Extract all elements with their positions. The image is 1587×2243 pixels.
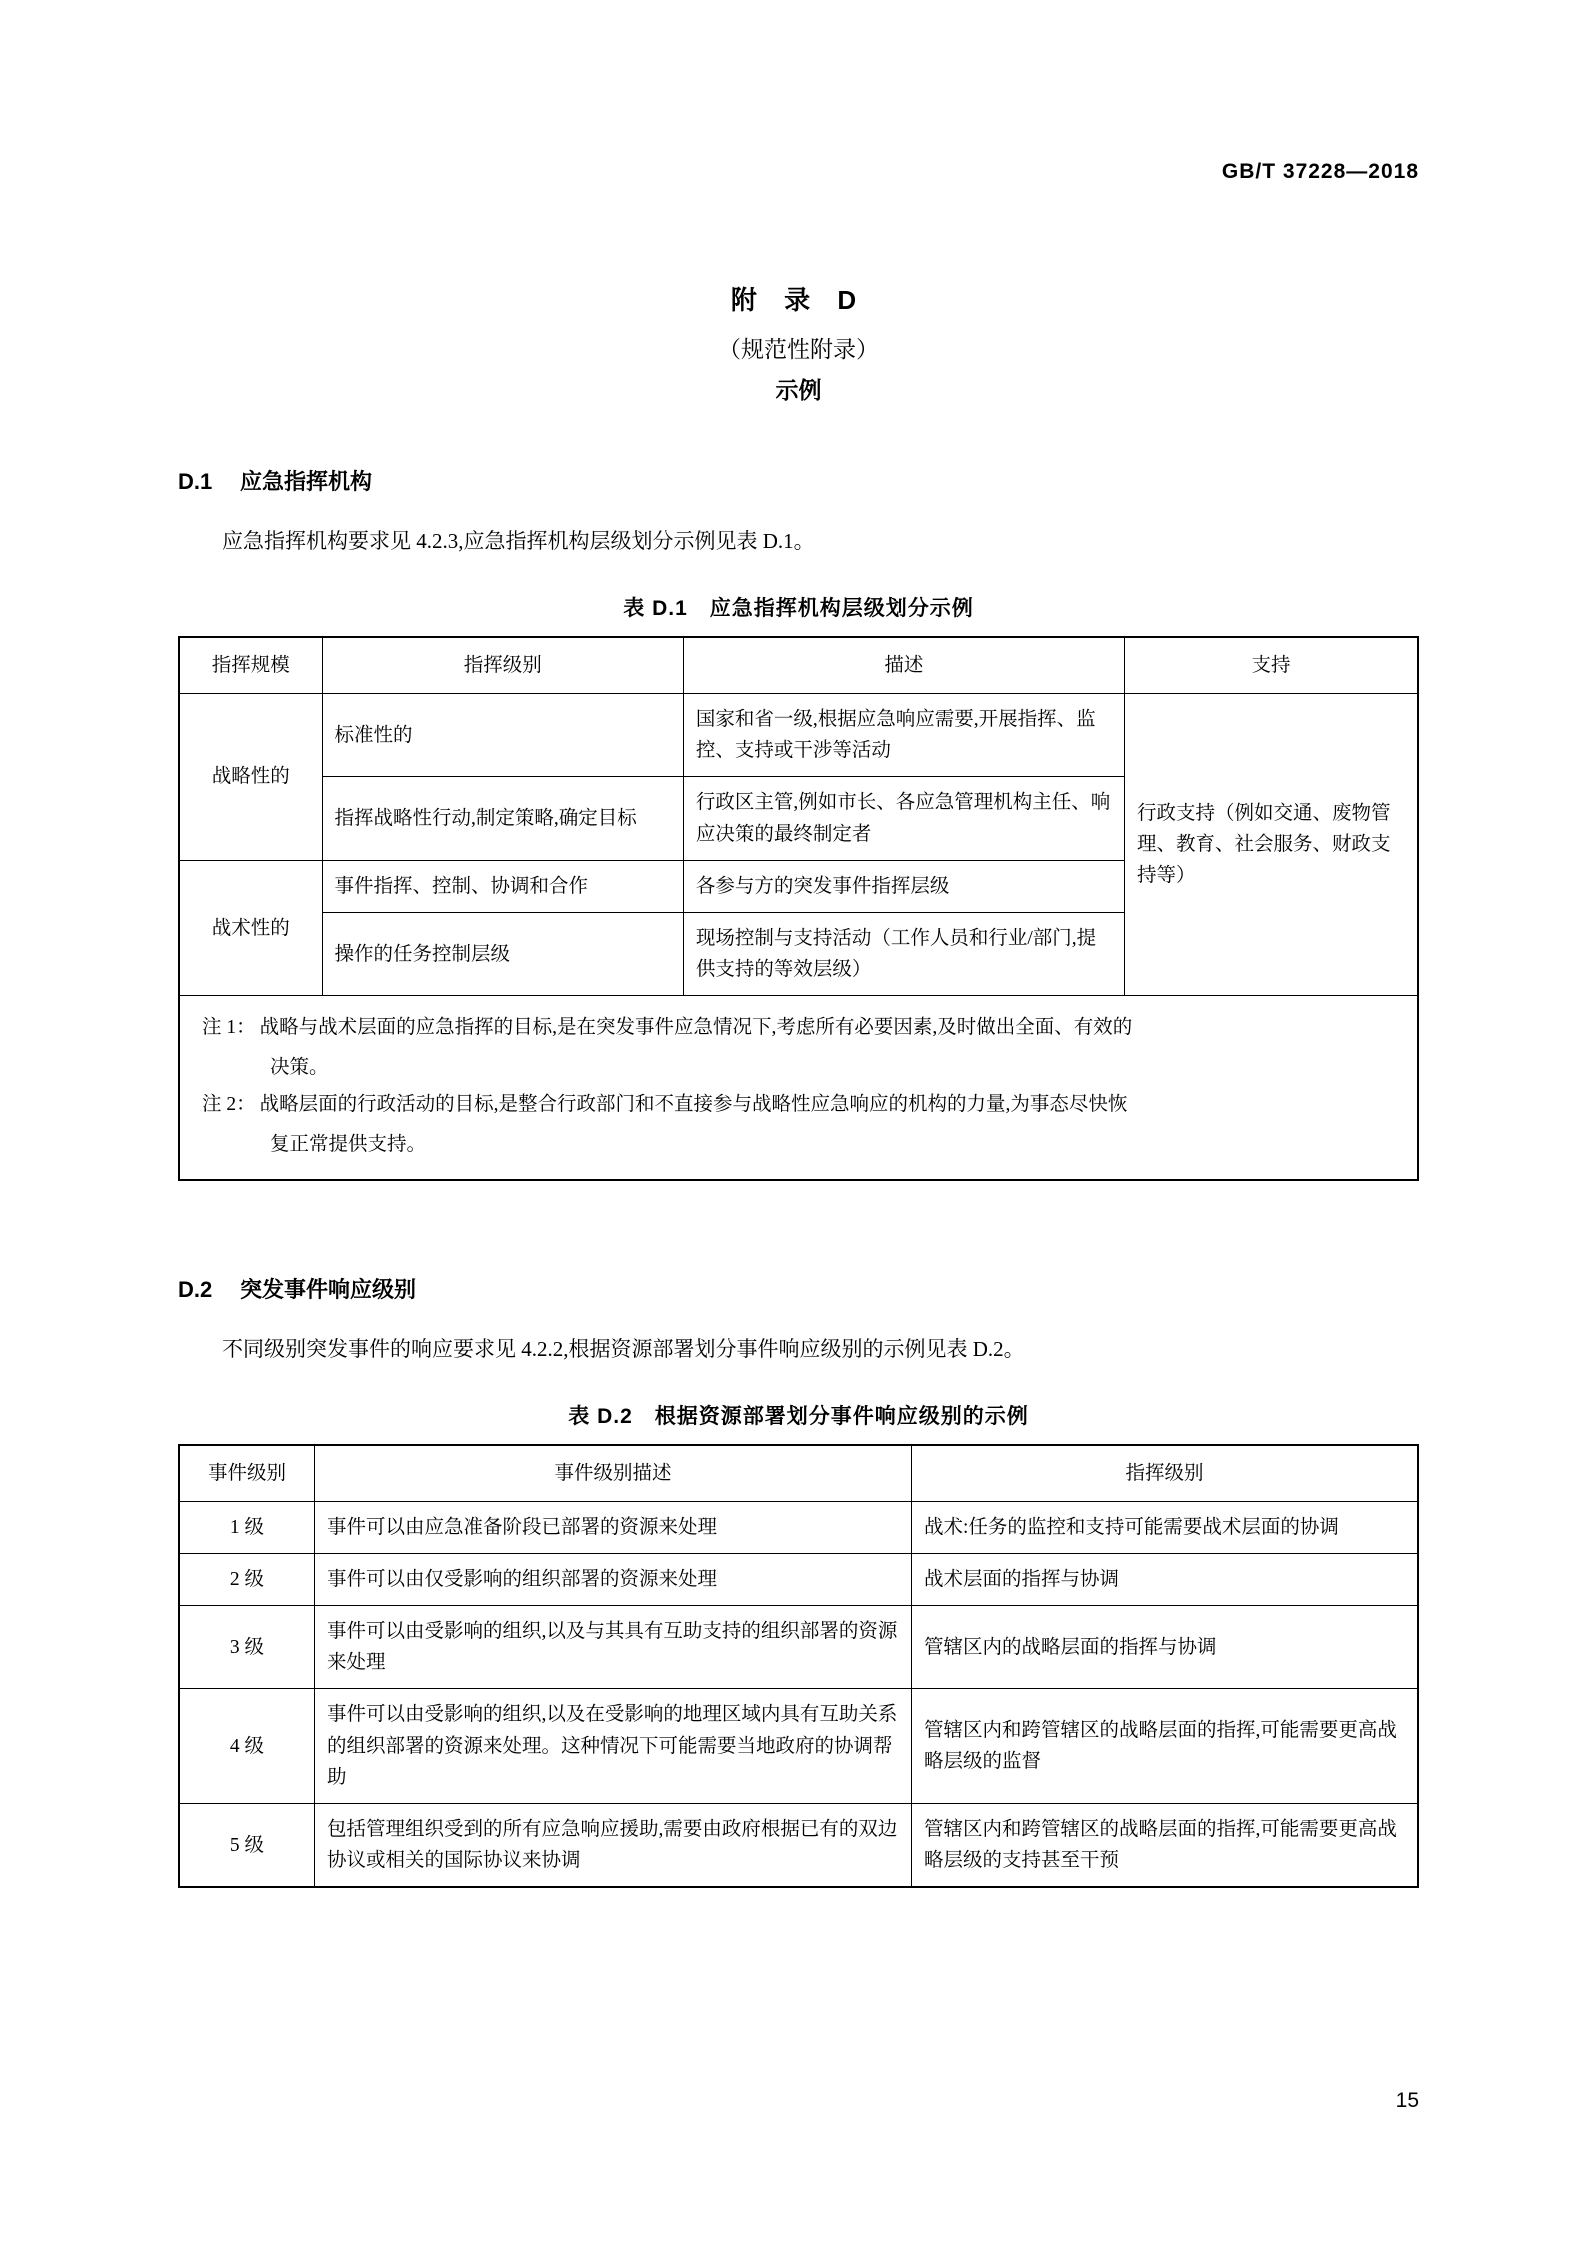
table-d2 — [178, 1444, 1419, 1889]
table-d2-command: 战术层面的指挥与协调 — [912, 1553, 1419, 1605]
table-d1-row — [179, 694, 1418, 777]
section-paragraph-d1: 应急指挥机构要求见 4.2.3,应急指挥机构层级划分示例见表 D.1。 — [222, 529, 815, 553]
table-d1-header-description: 描述 — [683, 637, 1124, 694]
table-d2-description: 包括管理组织受到的所有应急响应援助,需要由政府根据已有的双边协议或相关的国际协议来协调 — [315, 1804, 912, 1888]
table-d2-command: 管辖区内的战略层面的指挥与协调 — [912, 1606, 1419, 1689]
table-d2-row — [179, 1606, 1418, 1689]
section-number-d2: D.2 — [178, 1276, 213, 1302]
section-spacer — [178, 1181, 1419, 1239]
page-header-standard-id: GB/T 37228—2018 — [1221, 160, 1419, 183]
table-d1-header-scale: 指挥规模 — [179, 637, 322, 694]
table-d2-command: 管辖区内和跨管辖区的战略层面的指挥,可能需要更高战略层级的支持甚至干预 — [912, 1804, 1419, 1888]
table-d1-note-text: 战略层面的行政活动的目标,是整合行政部门和不直接参与战略性应急响应的机构的力量,为事态尽快恢 — [259, 1093, 1128, 1115]
table-d1-level: 操作的任务控制层级 — [322, 913, 683, 996]
section-number-d1: D.1 — [178, 469, 213, 494]
table-d1-note-continuation: 复正常提供支持。 — [270, 1133, 427, 1155]
table-d2-command: 战术:任务的监控和支持可能需要战术层面的协调 — [912, 1501, 1419, 1553]
table-d2-row — [179, 1501, 1418, 1553]
table-d1-notes — [179, 996, 1418, 1180]
table-d1-header-support: 支持 — [1124, 637, 1418, 694]
table-d2-row — [179, 1689, 1418, 1804]
annex-subtitle-secondary: 示例 — [775, 377, 822, 403]
table-d2-header-description: 事件级别描述 — [315, 1445, 912, 1502]
table-d1-level: 标准性的 — [322, 694, 683, 777]
table-d1 — [178, 636, 1419, 1181]
table-d1-note-continuation: 决策。 — [270, 1057, 329, 1079]
table-d1-description: 现场控制与支持活动（工作人员和行业/部门,提供支持的等效层级） — [683, 913, 1124, 996]
table-d2-header-level: 事件级别 — [179, 1445, 315, 1502]
table-d2-level: 1 级 — [179, 1501, 315, 1553]
table-d2-description: 事件可以由仅受影响的组织部署的资源来处理 — [315, 1553, 912, 1605]
table-d2-description: 事件可以由受影响的组织,以及在受影响的地理区域内具有互助关系的组织部署的资源来处理。这种情况下可能需要当地政府的协调帮助 — [315, 1689, 912, 1804]
table-d2-header-command: 指挥级别 — [912, 1445, 1419, 1502]
table-caption-d2: 表 D.2 根据资源部署划分事件响应级别的示例 — [568, 1404, 1029, 1428]
table-d2-header-row — [179, 1445, 1418, 1502]
table-d1-note — [202, 1010, 1395, 1046]
table-d2-row — [179, 1553, 1418, 1605]
table-d2-level: 2 级 — [179, 1553, 315, 1605]
table-d1-header-level: 指挥级别 — [322, 637, 683, 694]
page-content — [178, 280, 1419, 1888]
table-d1-description: 国家和省一级,根据应急响应需要,开展指挥、监控、支持或干涉等活动 — [683, 694, 1124, 777]
annex-title: 附 录 D — [730, 285, 867, 315]
table-d2-row — [179, 1804, 1418, 1888]
section-title-d1: 应急指挥机构 — [240, 469, 373, 494]
table-d2-level: 4 级 — [179, 1689, 315, 1804]
table-d2-command: 管辖区内和跨管辖区的战略层面的指挥,可能需要更高战略层级的监督 — [912, 1689, 1419, 1804]
annex-subtitle: （规范性附录） — [718, 336, 879, 362]
table-d1-header-row — [179, 637, 1418, 694]
table-d1-scale-strategic: 战略性的 — [179, 694, 322, 861]
section-heading-d1 — [178, 465, 1419, 496]
table-d1-level: 事件指挥、控制、协调和合作 — [322, 860, 683, 912]
table-d1-note-label: 注 1： — [202, 1017, 256, 1039]
table-d1-level: 指挥战略性行动,制定策略,确定目标 — [322, 777, 683, 860]
table-d2-description: 事件可以由受影响的组织,以及与其具有互助支持的组织部署的资源来处理 — [315, 1606, 912, 1689]
table-d1-description: 各参与方的突发事件指挥层级 — [683, 860, 1124, 912]
table-d2-level: 3 级 — [179, 1606, 315, 1689]
page-number: 15 — [1395, 2089, 1419, 2112]
table-d1-note-text: 战略与战术层面的应急指挥的目标,是在突发事件应急情况下,考虑所有必要因素,及时做出全面、有效的 — [259, 1017, 1133, 1039]
table-d1-notes-row — [179, 996, 1418, 1180]
table-d1-note — [202, 1087, 1395, 1123]
table-d1-description: 行政区主管,例如市长、各应急管理机构主任、响应决策的最终制定者 — [683, 777, 1124, 860]
table-d2-level: 5 级 — [179, 1804, 315, 1888]
section-paragraph-d2: 不同级别突发事件的响应要求见 4.2.2,根据资源部署划分事件响应级别的示例见表 D.2。 — [222, 1336, 1025, 1361]
table-d1-note-label: 注 2： — [202, 1093, 256, 1115]
table-caption-d1: 表 D.1 应急指挥机构层级划分示例 — [623, 596, 974, 620]
table-d2-description: 事件可以由应急准备阶段已部署的资源来处理 — [315, 1501, 912, 1553]
table-d1-scale-tactical: 战术性的 — [179, 860, 322, 996]
table-d1-support: 行政支持（例如交通、废物管理、教育、社会服务、财政支持等） — [1124, 694, 1418, 996]
section-title-d2: 突发事件响应级别 — [240, 1276, 417, 1302]
section-heading-d2 — [178, 1273, 1419, 1304]
